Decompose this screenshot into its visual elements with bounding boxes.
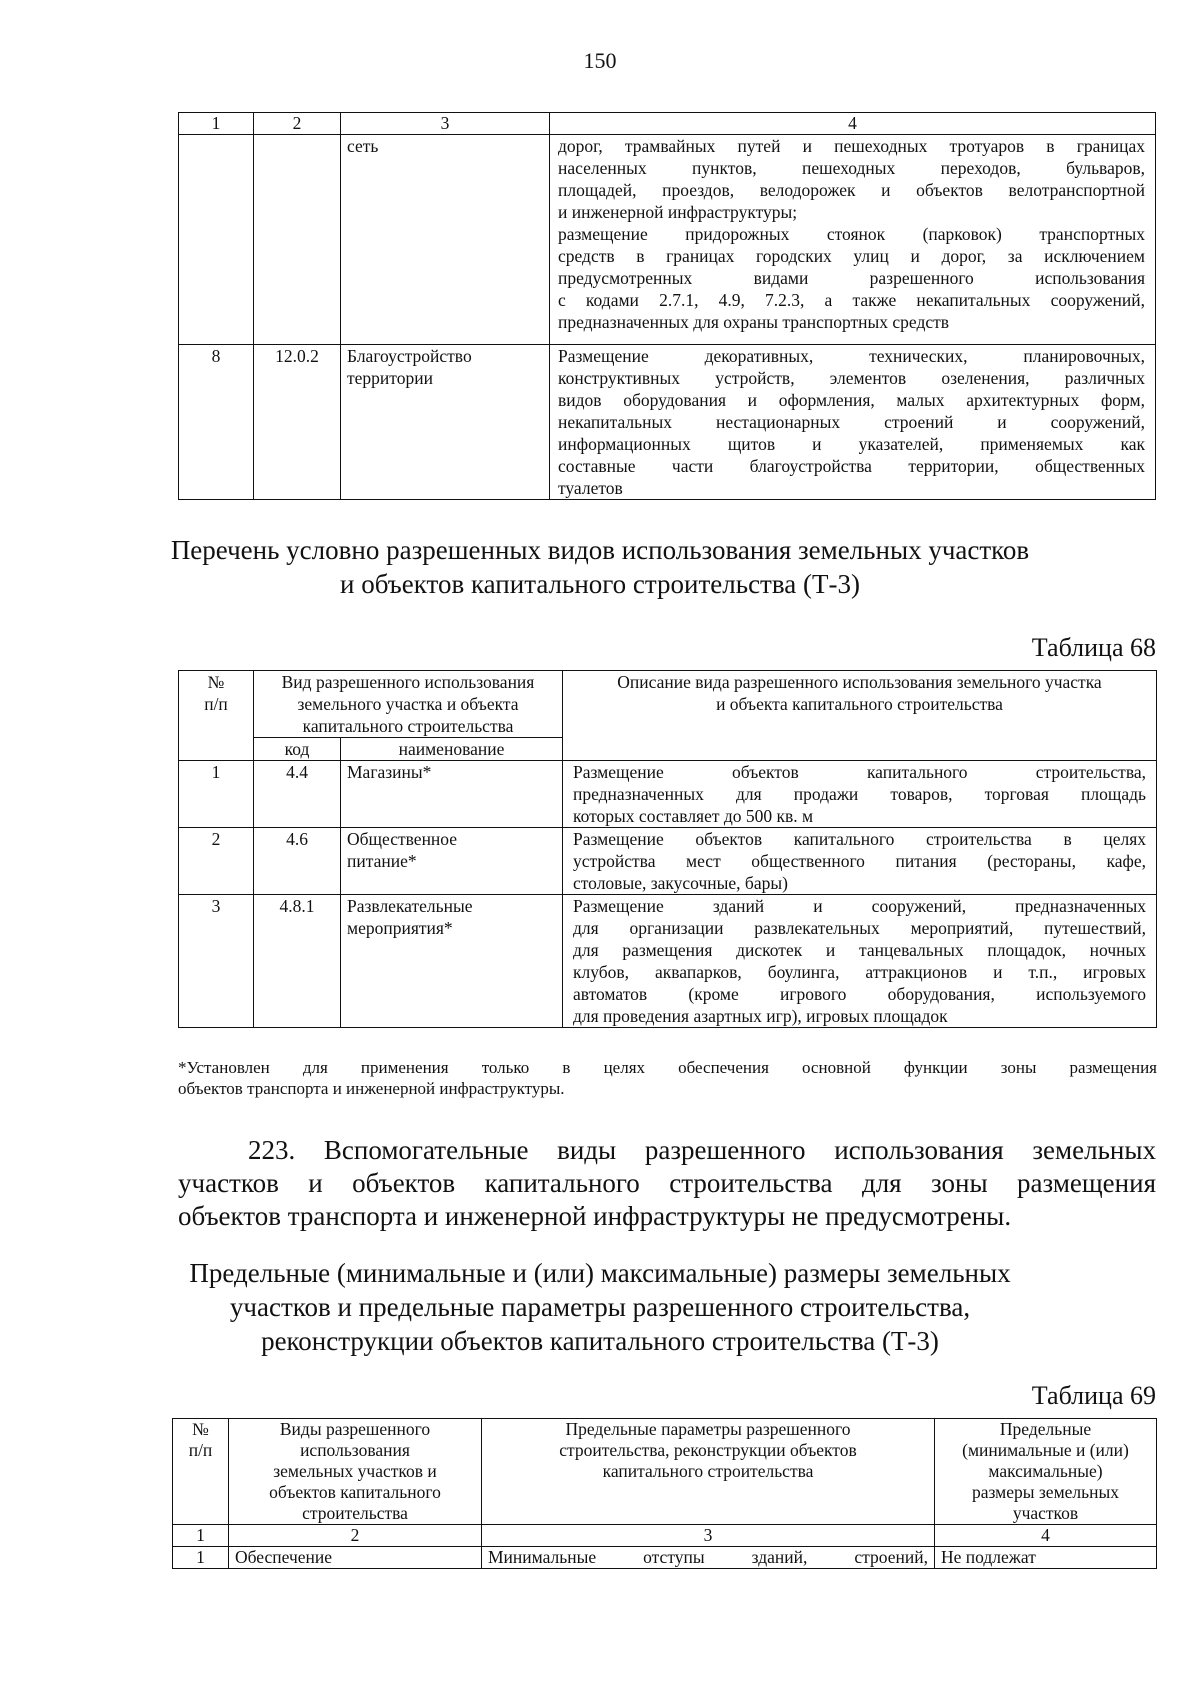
text-line: видов оборудования и оформления, малых архитектурных форм, <box>558 390 1145 410</box>
text-line: которых составляет до 500 кв. м <box>573 806 814 826</box>
continuation-table <box>178 112 1156 500</box>
text-line: Размещение декоративных, технических, планировочных, <box>558 346 1145 366</box>
text-line: информационных щитов и указателей, применяемых как <box>558 434 1145 454</box>
row-name <box>341 895 563 1028</box>
text-line: дорог, трамвайных путей и пешеходных тротуаров в границах <box>558 136 1145 156</box>
row-description <box>563 761 1157 828</box>
text-line: строительства, реконструкции объектов <box>559 1440 857 1460</box>
table-69 <box>172 1418 1157 1569</box>
text-line: для проведения азартных игр), игровых площадок <box>573 1006 948 1026</box>
row-code: 4.6 <box>254 828 341 895</box>
text-line: с кодами 2.7.1, 4.9, 7.2.3, а также некапитальных сооружений, <box>558 290 1145 310</box>
text-line: земельных участков и <box>273 1461 437 1481</box>
text-line: предусмотренных видами разрешенного использования <box>558 268 1145 288</box>
text-line: площадей, проездов, велодорожек и объектов велотранспортной <box>558 180 1145 200</box>
table-header-row <box>179 113 1156 135</box>
row-description <box>563 895 1157 1028</box>
text-line: строительства <box>302 1503 408 1523</box>
table-label: Таблица 69 <box>1031 1381 1156 1410</box>
header-parameters <box>482 1419 935 1525</box>
column-number: 2 <box>254 113 341 135</box>
text-line: для размещения дискотек и танцевальных площадок, ночных <box>573 940 1146 960</box>
row-name <box>341 761 563 828</box>
table-label: Таблица 68 <box>1031 633 1156 662</box>
row-name <box>341 828 563 895</box>
text-line: Благоустройство <box>347 346 472 366</box>
row-number: 2 <box>179 828 254 895</box>
header-kind <box>254 671 563 738</box>
table-number-row <box>173 1525 1157 1547</box>
text-line: земельного участка и объекта <box>297 694 519 714</box>
text-line: Предельные параметры разрешенного <box>565 1419 851 1439</box>
text-line: капитального строительства <box>302 716 514 736</box>
table-row <box>179 761 1157 828</box>
text-line: мероприятия* <box>347 918 453 938</box>
text-line: автоматов (кроме игрового оборудования, используемого <box>573 984 1146 1004</box>
row-number: 1 <box>173 1547 229 1569</box>
row-code: 4.4 <box>254 761 341 828</box>
table-row <box>179 345 1156 500</box>
row-code: 12.0.2 <box>254 345 341 500</box>
text-line: клубов, аквапарков, боулинга, аттракционов и т.п., игровых <box>573 962 1146 982</box>
column-number: 3 <box>341 113 550 135</box>
page-number: 150 <box>583 48 617 73</box>
header-description <box>563 671 1157 761</box>
text-line: составные части благоустройства территории, общественных <box>558 456 1145 476</box>
table-header-row <box>179 671 1157 738</box>
column-number: 3 <box>482 1525 935 1547</box>
row-code: 4.8.1 <box>254 895 341 1028</box>
header-name: наименование <box>341 738 563 761</box>
row-description <box>550 345 1156 500</box>
table-row <box>179 135 1156 345</box>
text-line: сеть <box>347 136 379 156</box>
heading-line: участков и предельные параметры разрешенного строительства, <box>229 1292 971 1322</box>
text-line: (минимальные и (или) <box>962 1440 1129 1460</box>
text-line: объектов капитального <box>269 1482 441 1502</box>
table-row <box>179 828 1157 895</box>
text-line: объектов транспорта и инженерной инфраструктуры не предусмотрены. <box>178 1201 1012 1231</box>
text-line: № <box>192 1419 209 1439</box>
table-row <box>173 1547 1157 1569</box>
heading-line: Предельные (минимальные и (или) максимальные) размеры земельных <box>189 1258 1011 1288</box>
section-heading <box>0 1256 1200 1358</box>
text-line: размещение придорожных стоянок (парковок) транспортных <box>558 224 1145 244</box>
text-line: некапитальных нестационарных строений и сооружений, <box>558 412 1145 432</box>
text-line: *Установлен для применения только в целях обеспечения основной функции зоны размещения <box>178 1058 1157 1077</box>
row-number: 8 <box>179 345 254 500</box>
text-line: средств в границах городских улиц и дорог, за исключением <box>558 246 1145 266</box>
row-number: 1 <box>179 761 254 828</box>
text-line: Размещение объектов капитального строительства, <box>573 762 1146 782</box>
text-line: Размещение объектов капитального строительства в целях <box>573 829 1146 849</box>
row-code <box>254 135 341 345</box>
header-code: код <box>254 738 341 761</box>
table-68 <box>178 670 1157 1028</box>
row-description <box>563 828 1157 895</box>
table-header-row <box>173 1419 1157 1525</box>
text-line: Общественное <box>347 829 458 849</box>
row-sizes: Не подлежат <box>935 1547 1157 1569</box>
text-line: Предельные <box>999 1419 1092 1439</box>
text-line: участков и объектов капитального строительства для зоны размещения <box>178 1168 1156 1198</box>
heading-line: Перечень условно разрешенных видов использования земельных участков <box>170 535 1030 565</box>
row-number: 3 <box>179 895 254 1028</box>
text-line: участков <box>1012 1503 1079 1523</box>
heading-line: реконструкции объектов капитального строительства (Т-3) <box>261 1326 939 1356</box>
text-line: размеры земельных <box>971 1482 1119 1502</box>
column-number: 1 <box>173 1525 229 1547</box>
text-line: Магазины* <box>347 762 432 782</box>
text-line: Размещение зданий и сооружений, предназначенных <box>573 896 1146 916</box>
text-line: капитального строительства <box>602 1461 814 1481</box>
text-line: предназначенных для продажи товаров, торговая площадь <box>573 784 1146 804</box>
text-line: использования <box>300 1440 410 1460</box>
text-line: предназначенных для охраны транспортных средств <box>558 312 950 332</box>
text-line: для организации развлекательных мероприятий, путешествий, <box>573 918 1146 938</box>
footnote <box>178 1057 1157 1099</box>
header-number <box>173 1419 229 1525</box>
row-name <box>341 345 550 500</box>
row-kind: Обеспечение <box>229 1547 482 1569</box>
text-line: 223. Вспомогательные виды разрешенного использования земельных <box>248 1135 1156 1165</box>
text-line: питание* <box>347 851 417 871</box>
section-heading <box>0 533 1200 601</box>
text-line: устройства мест общественного питания (рестораны, кафе, <box>573 851 1146 871</box>
table-row <box>179 895 1157 1028</box>
text-line: Описание вида разрешенного использования земельного участка <box>617 672 1102 692</box>
column-number: 4 <box>935 1525 1157 1547</box>
text-line: столовые, закусочные, бары) <box>573 873 788 893</box>
row-name <box>341 135 550 345</box>
heading-line: и объектов капитального строительства (Т-3) <box>340 569 860 599</box>
row-number <box>179 135 254 345</box>
text-line: и инженерной инфраструктуры; <box>558 202 798 222</box>
text-line: п/п <box>188 1440 213 1460</box>
text-line: максимальные) <box>988 1461 1103 1481</box>
text-line: Вид разрешенного использования <box>281 672 535 692</box>
text-line: туалетов <box>558 478 623 498</box>
text-line: населенных пунктов, пешеходных переходов, бульваров, <box>558 158 1145 178</box>
text-line: объектов транспорта и инженерной инфраструктуры. <box>178 1079 565 1098</box>
text-line: конструктивных устройств, элементов озеленения, различных <box>558 368 1145 388</box>
text-line: и объекта капитального строительства <box>716 694 1003 714</box>
text-line: территории <box>347 368 433 388</box>
column-number: 4 <box>550 113 1156 135</box>
header-sizes <box>935 1419 1157 1525</box>
column-number: 1 <box>179 113 254 135</box>
header-number <box>179 671 254 761</box>
text-line: п/п <box>204 694 228 714</box>
text-line: № <box>207 672 225 692</box>
header-kind <box>229 1419 482 1525</box>
paragraph-223 <box>178 1134 1156 1233</box>
column-number: 2 <box>229 1525 482 1547</box>
row-description <box>550 135 1156 345</box>
text-line: Развлекательные <box>347 896 473 916</box>
text-line: Виды разрешенного <box>279 1419 431 1439</box>
row-parameters: Минимальные отступы зданий, строений, <box>482 1547 935 1569</box>
